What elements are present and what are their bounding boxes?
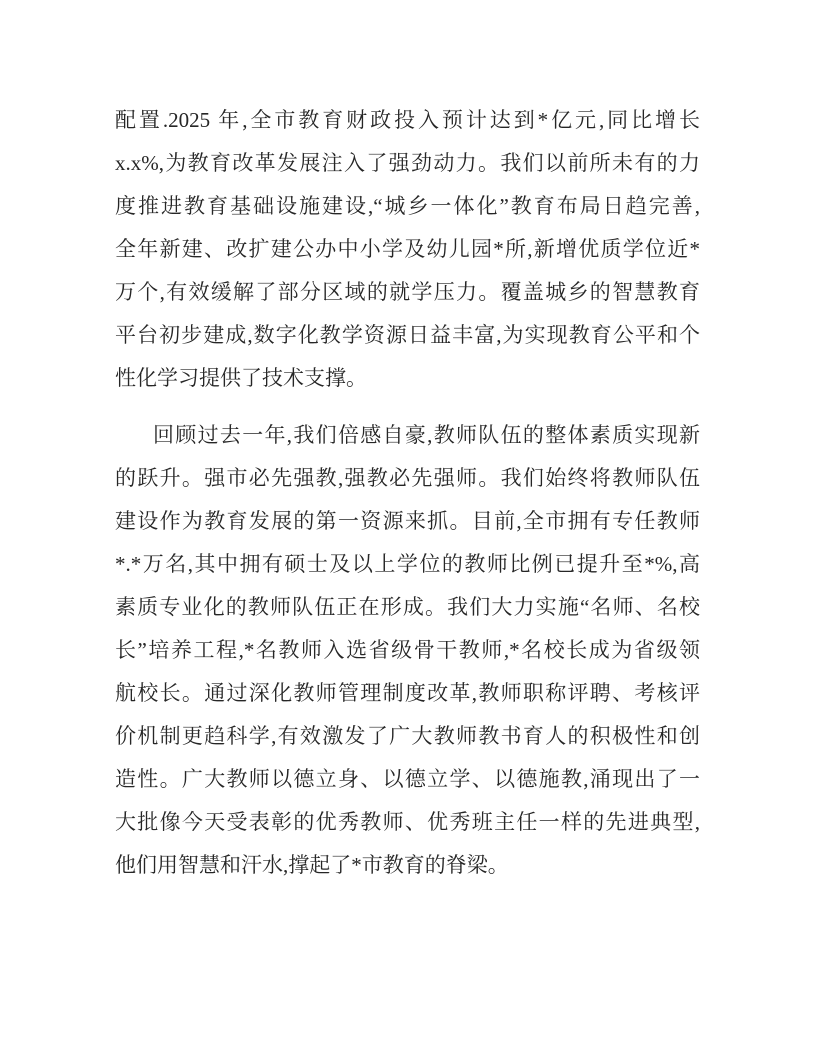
text-line: 大批像今天受表彰的优秀教师、优秀班主任一样的先进典型,	[115, 810, 700, 834]
text-line: 的跃升。强市必先强教,强教必先强师。我们始终将教师队伍	[115, 466, 700, 490]
paragraph-1	[115, 99, 700, 400]
text-line: 万个,有效缓解了部分区域的就学压力。覆盖城乡的智慧教育	[115, 280, 700, 304]
text-line: 配置.2025 年,全市教育财政投入预计达到*亿元,同比增长	[115, 108, 700, 132]
text-line: 平台初步建成,数字化教学资源日益丰富,为实现教育公平和个	[115, 323, 700, 347]
text-line: 全年新建、改扩建公办中小学及幼儿园*所,新增优质学位近*	[115, 237, 700, 261]
text-line: 素质专业化的教师队伍正在形成。我们大力实施“名师、名校	[115, 595, 700, 619]
text-line: 航校长。通过深化教师管理制度改革,教师职称评聘、考核评	[115, 681, 700, 705]
text-line: 度推进教育基础设施建设,“城乡一体化”教育布局日趋完善,	[115, 194, 700, 218]
text-line: *.*万名,其中拥有硕士及以上学位的教师比例已提升至*%,高	[115, 552, 700, 576]
text-line: 建设作为教育发展的第一资源来抓。目前,全市拥有专任教师	[115, 509, 700, 533]
text-line: 回顾过去一年,我们倍感自豪,教师队伍的整体素质实现新	[153, 423, 700, 447]
text-line: x.x%,为教育改革发展注入了强劲动力。我们以前所未有的力	[115, 151, 700, 175]
text-line: 性化学习提供了技术支撑。	[115, 366, 367, 390]
text-line: 长”培养工程,*名教师入选省级骨干教师,*名校长成为省级领	[115, 638, 700, 662]
text-line: 价机制更趋科学,有效激发了广大教师教书育人的积极性和创	[115, 724, 700, 748]
text-line: 造性。广大教师以德立身、以德立学、以德施教,涌现出了一	[115, 767, 700, 791]
text-line: 他们用智慧和汗水,撑起了*市教育的脊梁。	[115, 853, 509, 877]
paragraph-2	[115, 414, 700, 887]
